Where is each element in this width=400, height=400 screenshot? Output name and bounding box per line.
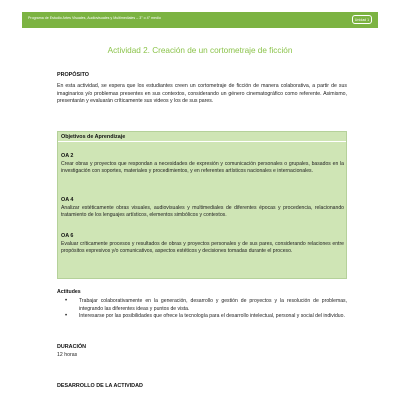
purpose-text: En esta actividad, se espera que los estudiantes creen un cortometraje de ficción de manera colaborativa, a partir de sus imaginarios y/o problemas presentes en sus contextos, considerando un género cinematográfico como referente. Asimismo, presentarán y evaluarán críticamente sus videos y los de sus pares. <box>57 83 347 105</box>
oa-text: Crear obras y proyectos que respondan a necesidades de expresión y comunicación personales o grupales, basados en la investigación con soportes, materiales y procedimientos, y en referentes artísticos nacionales e internacionales. <box>61 161 344 175</box>
oa-code: OA 2 <box>61 153 74 159</box>
duration-value: 12 horas <box>57 352 78 358</box>
activity-title: Actividad 2. Creación de un cortometraje de ficción <box>107 46 293 55</box>
attitudes-heading: Actitudes <box>57 289 81 295</box>
attitude-text: Trabajar colaborativamente en la generación, desarrollo y gestión de proyectos y la resolución de problemas, integrando las diferentes ideas y puntos de vista. <box>79 298 347 312</box>
oa-code: OA 6 <box>61 233 74 239</box>
header-band <box>22 12 378 28</box>
duration-heading: DURACIÓN <box>57 344 87 350</box>
development-heading: DESARROLLO DE LA ACTIVIDAD <box>57 383 143 389</box>
objectives-box <box>57 131 347 279</box>
oa-code: OA 4 <box>61 197 74 203</box>
oa-text: Evaluar críticamente procesos y resultados de obras y proyectos personales y de sus pares, considerando relaciones entre propósitos expresivos y/o comunicativos, aspectos estéticos y decisiones tomadas durante el proceso. <box>61 241 344 255</box>
attitude-text: Interesarse por las posibilidades que ofrece la tecnología para el desarrollo intelectual, personal y social del individuo. <box>79 313 345 320</box>
list-item <box>57 313 347 321</box>
objectives-heading: Objetivos de Aprendizaje <box>58 132 346 142</box>
bullet-icon: • <box>65 313 68 320</box>
unit-badge: Unidad 1 <box>352 15 372 24</box>
oa-text: Analizar estéticamente obras visuales, audiovisuales y multimediales de diferentes épocas y procedencia, relacionando tratamiento de los lenguajes artísticos, elementos simbólicos y contextos. <box>61 205 344 219</box>
purpose-heading: PROPÓSITO <box>57 72 89 78</box>
bullet-icon: • <box>65 298 68 304</box>
list-item <box>57 298 347 313</box>
program-name: Programa de Estudio Artes Visuales, Audiovisuales y Multimediales – 3° o 4° medio <box>28 16 161 20</box>
attitudes-list <box>57 298 347 321</box>
